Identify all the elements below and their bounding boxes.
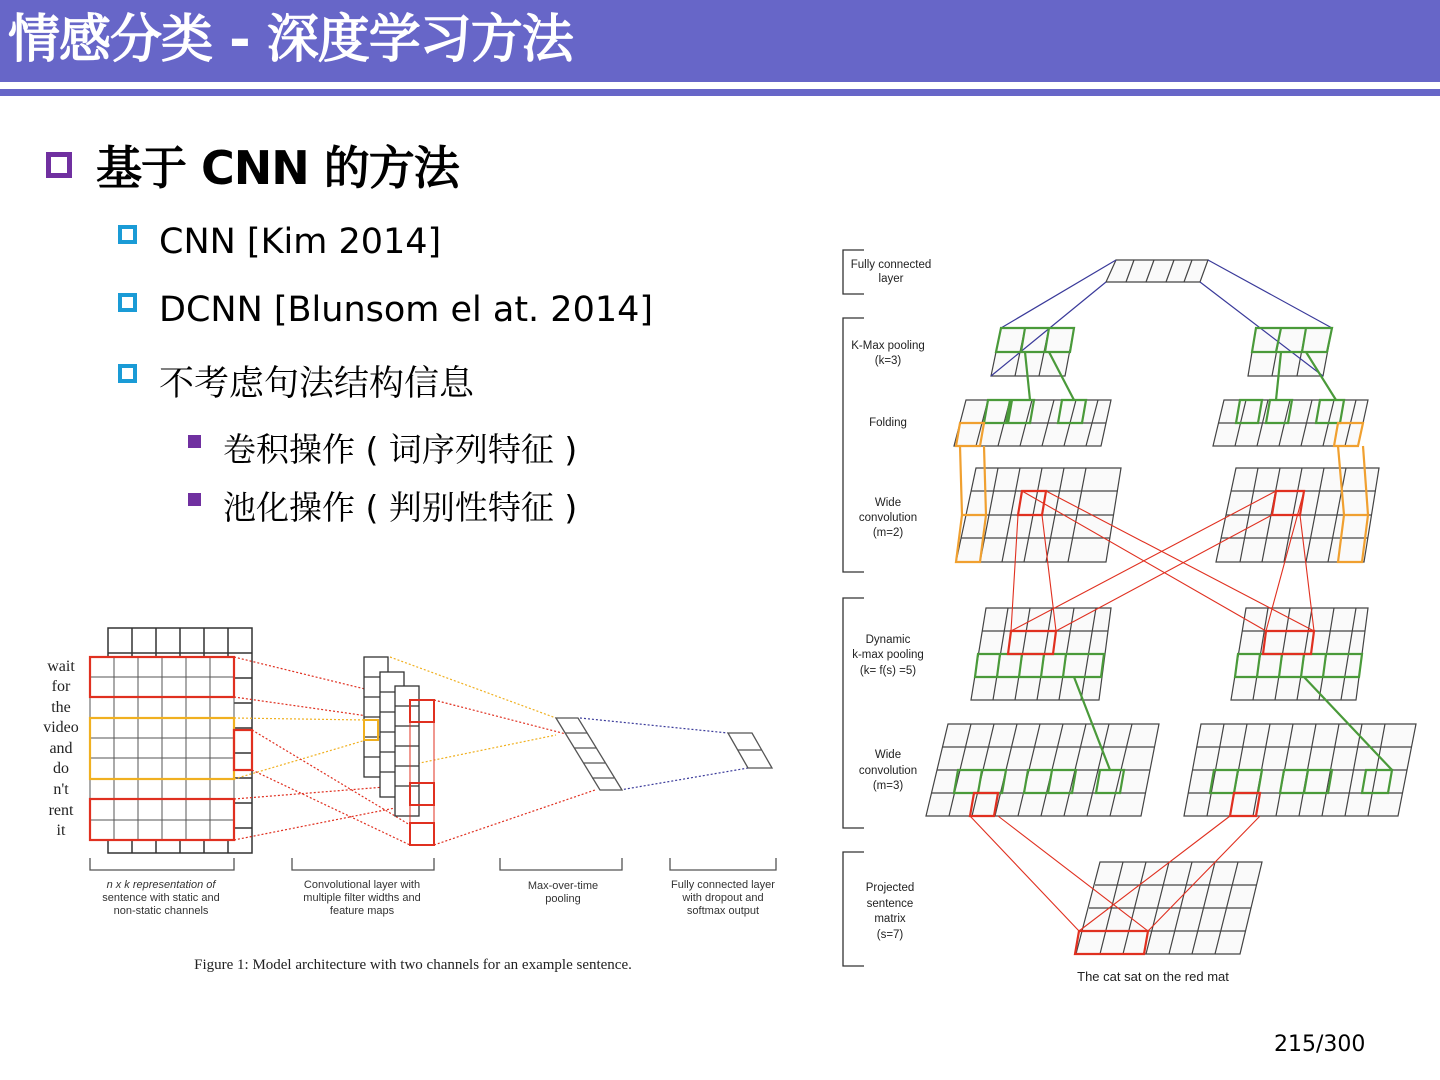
square-bullet-icon bbox=[118, 364, 137, 383]
layer-label: Wide bbox=[874, 497, 902, 509]
bullet-item bbox=[118, 222, 441, 262]
caption-text: n x k representation of bbox=[106, 879, 216, 891]
dcnn-figure bbox=[836, 240, 1426, 1000]
page-number: 215/300 bbox=[1274, 1032, 1366, 1057]
word-label: for bbox=[51, 678, 71, 695]
bullet-text: 卷积操作 ( 词序列特征 ) bbox=[223, 430, 578, 469]
layer-label: (k= f(s) =5) bbox=[859, 665, 917, 677]
layer-label: (m=2) bbox=[872, 527, 904, 539]
word-label: do bbox=[53, 760, 69, 777]
bullet-text: DCNN [Blunsom el at. 2014] bbox=[159, 290, 654, 330]
bullet-level1 bbox=[46, 132, 459, 198]
output-layer bbox=[728, 733, 772, 768]
word-label: and bbox=[49, 740, 73, 757]
bullet-text: 基于 CNN 的方法 bbox=[96, 141, 459, 195]
connection-lines bbox=[234, 657, 748, 845]
caption-text: Fully connected layer bbox=[671, 879, 775, 891]
layer-label: layer bbox=[878, 273, 904, 285]
square-bullet-icon bbox=[118, 293, 137, 312]
bullet-item bbox=[118, 356, 474, 406]
square-bullet-icon bbox=[118, 225, 137, 244]
section-brackets bbox=[843, 250, 864, 966]
kim-cnn-figure bbox=[0, 600, 800, 1000]
title-divider bbox=[0, 89, 1440, 96]
layer-label: Projected bbox=[865, 882, 915, 894]
layer-label: K-Max pooling bbox=[851, 340, 925, 352]
layer-grids bbox=[926, 260, 1416, 954]
layer-label: convolution bbox=[858, 512, 918, 524]
caption-text: Convolutional layer with bbox=[303, 879, 421, 891]
caption-text: softmax output bbox=[686, 905, 760, 917]
word-label: it bbox=[56, 822, 66, 839]
layer-label: Fully connected bbox=[850, 259, 932, 271]
bullet-text: CNN [Kim 2014] bbox=[159, 222, 442, 262]
square-bullet-icon bbox=[46, 152, 72, 178]
figure-caption: Figure 1: Model architecture with two channels for an example sentence. bbox=[194, 957, 632, 973]
title-bar bbox=[0, 0, 1440, 82]
layer-label: Folding bbox=[869, 417, 907, 429]
caption-text: with dropout and bbox=[682, 892, 764, 904]
caption-text: sentence with static and bbox=[102, 892, 220, 904]
layer-label: matrix bbox=[874, 913, 906, 925]
caption-text: Max-over-time bbox=[527, 880, 599, 892]
word-label: rent bbox=[48, 802, 74, 819]
layer-label: sentence bbox=[866, 898, 914, 910]
slide-title: 情感分类 - 深度学习方法 bbox=[8, 10, 573, 70]
layer-label: (k=3) bbox=[874, 355, 902, 367]
layer-label: convolution bbox=[858, 765, 918, 777]
layer-labels bbox=[851, 259, 932, 941]
caption-text: multiple filter widths and bbox=[303, 892, 421, 904]
section-captions bbox=[102, 879, 775, 917]
caption-text: feature maps bbox=[329, 905, 395, 917]
caption-text: pooling bbox=[545, 893, 581, 905]
layer-label: Wide bbox=[874, 749, 902, 761]
caption-text: non-static channels bbox=[113, 905, 209, 917]
pooled-vector bbox=[556, 718, 622, 790]
layer-label: k-max pooling bbox=[852, 649, 924, 661]
square-bullet-icon bbox=[188, 493, 201, 506]
word-label: video bbox=[43, 719, 79, 736]
sentence-words bbox=[43, 658, 79, 839]
bullet-subitem bbox=[188, 424, 577, 471]
layer-label: (m=3) bbox=[872, 780, 904, 792]
layer-label: Dynamic bbox=[865, 634, 911, 646]
bullet-item bbox=[118, 290, 653, 330]
bullet-text: 不考虑句法结构信息 bbox=[159, 364, 475, 404]
word-label: wait bbox=[47, 658, 75, 675]
square-bullet-icon bbox=[188, 435, 201, 448]
bullet-subitem bbox=[188, 482, 577, 529]
word-label: the bbox=[51, 699, 71, 716]
section-brackets bbox=[90, 858, 776, 870]
layer-label: (s=7) bbox=[876, 929, 904, 941]
bullet-text: 池化操作 ( 判别性特征 ) bbox=[223, 488, 578, 527]
embedding-matrix-front bbox=[90, 657, 234, 840]
word-label: n't bbox=[53, 781, 69, 798]
input-sentence: The cat sat on the red mat bbox=[1077, 969, 1229, 984]
